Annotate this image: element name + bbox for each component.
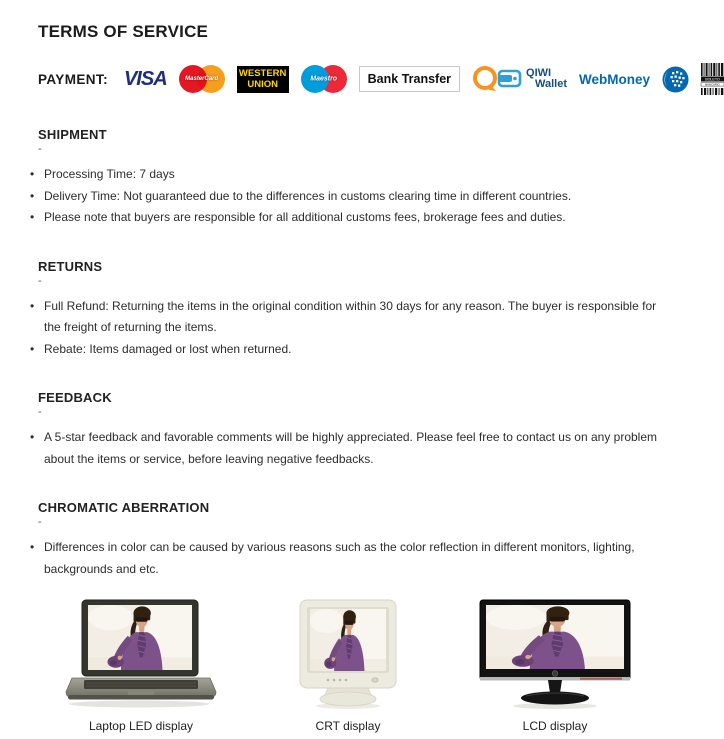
- qiwi-wallet-logo: [472, 64, 567, 94]
- bullet-list: [38, 537, 666, 580]
- mastercard-wordmark: MasterCard: [185, 76, 219, 82]
- section-chromatic-aberration: [38, 500, 700, 580]
- laptop-illustration: [66, 600, 216, 710]
- webmoney-wordmark: WebMoney: [579, 71, 651, 87]
- section-returns: [38, 259, 700, 361]
- bullet-item: • Full Refund: Returning the items in the original condition within 30 days for any reason. The buyer is responsible for the freight of returning the items.: [30, 296, 666, 339]
- section-heading: RETURNS: [38, 258, 103, 274]
- section-dash: -: [38, 516, 42, 528]
- bullet-item: • Please note that buyers are responsible for all additional customs fees, brokerage fees and duties.: [30, 207, 666, 229]
- western-union-line2: UNION: [247, 79, 278, 90]
- lg-logo: [552, 671, 558, 677]
- bullet-item: • A 5-star feedback and favorable comments will be highly appreciated. Please feel free to contact us on any problem about the items or service, before leaving negative feedbacks.: [30, 427, 666, 470]
- western-union-line1: WESTERN: [238, 68, 287, 79]
- qiwi-line2: Wallet: [535, 78, 568, 90]
- page-title: TERMS OF SERVICE: [38, 22, 209, 41]
- visa-logo: VISA: [123, 67, 167, 90]
- boleto-line1: BOLETO: [705, 77, 720, 82]
- laptop-led-figure: [66, 600, 216, 733]
- maestro-wordmark: Maestro: [310, 75, 338, 83]
- display-caption: Laptop LED display: [88, 719, 194, 733]
- display-caption: CRT display: [315, 719, 381, 733]
- section-shipment: [38, 127, 700, 229]
- lcd-illustration: [480, 600, 630, 710]
- section-feedback: [38, 390, 700, 470]
- model-photo: [486, 605, 624, 669]
- bullet-item: • Differences in color can be caused by various reasons such as the color reflection in different monitors, lighting, backgrounds and etc.: [30, 537, 666, 580]
- boleto-line2: BANCARIO: [705, 82, 720, 87]
- qiwi-icon: [472, 64, 524, 94]
- bullet-list: [38, 296, 666, 361]
- display-caption: LCD display: [522, 719, 588, 733]
- bullet-item: • Processing Time: 7 days: [30, 164, 666, 186]
- section-dash: -: [38, 143, 42, 155]
- display-comparison-row: [66, 600, 630, 733]
- payment-label: PAYMENT:: [38, 71, 108, 87]
- section-dash: -: [38, 274, 42, 287]
- webmoney-globe-icon: [662, 66, 689, 93]
- section-heading: SHIPMENT: [38, 127, 107, 142]
- lcd-figure: [480, 600, 630, 733]
- section-dash: -: [38, 406, 42, 418]
- model-photo: [310, 609, 386, 671]
- crt-figure: [292, 600, 404, 733]
- crt-illustration: [292, 600, 404, 710]
- qiwi-line1: QIWI: [526, 67, 552, 79]
- bullet-item: • Delivery Time: Not guaranteed due to the differences in customs clearing time in different countries.: [30, 186, 666, 208]
- western-union-logo: [237, 66, 289, 93]
- section-heading: CHROMATIC ABERRATION: [38, 500, 210, 515]
- bullet-item: • Rebate: Items damaged or lost when returned.: [30, 339, 666, 361]
- bank-transfer-badge: Bank Transfer: [359, 66, 460, 92]
- maestro-logo: [301, 65, 347, 93]
- bullet-list: [38, 427, 666, 470]
- mastercard-logo: [179, 65, 225, 93]
- section-heading: FEEDBACK: [38, 390, 112, 405]
- boleto-barcode-icon: [701, 63, 724, 95]
- model-photo: [88, 605, 192, 670]
- qiwi-wordmark: [526, 68, 567, 90]
- terms-of-service-page: [0, 22, 720, 739]
- bullet-list: [38, 164, 666, 229]
- payment-methods-row: [38, 61, 720, 97]
